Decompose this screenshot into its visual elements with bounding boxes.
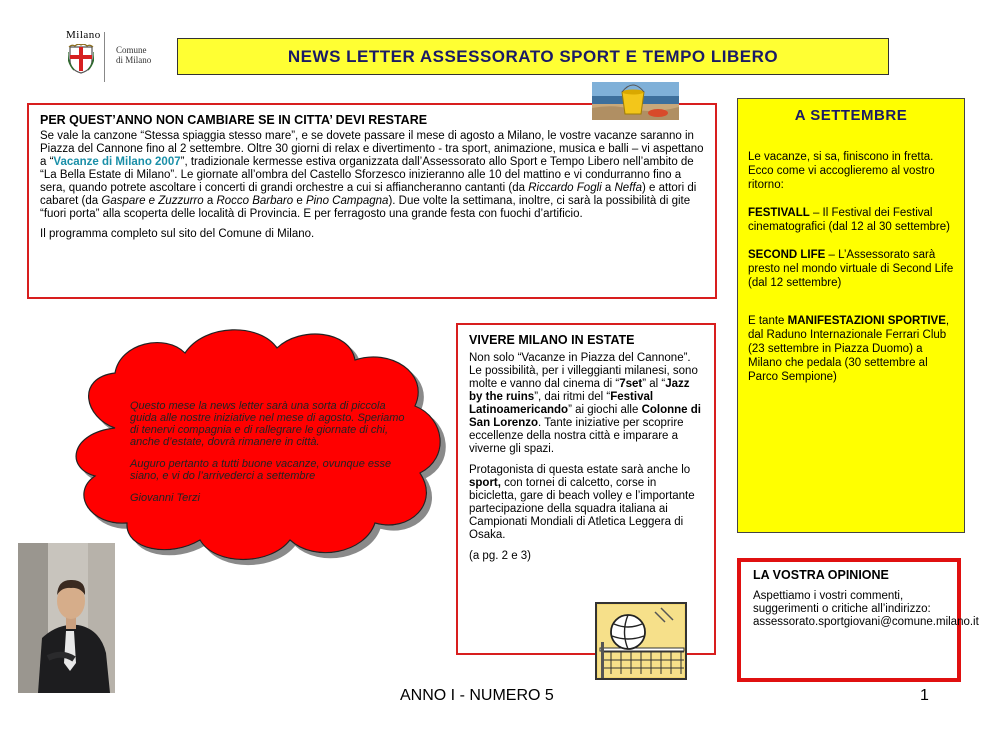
settembre-festivall: FESTIVALL – Il Festival dei Festival cinematografici (dal 12 al 30 settembre) — [748, 207, 950, 233]
editorial-message — [130, 400, 410, 514]
main-article-title: PER QUEST’ANNO NON CAMBIARE SE IN CITTA’ DEVI RESTARE — [40, 113, 428, 127]
milan-coat-of-arms-icon — [68, 44, 94, 74]
vivere-title: VIVERE MILANO IN ESTATE — [469, 333, 635, 347]
vivere-page-ref: (a pg. 2 e 3) — [469, 550, 532, 562]
opinione-box — [737, 558, 979, 682]
main-article-box — [27, 103, 717, 299]
logo-comune-line2: di Milano — [116, 55, 152, 65]
page-number: 1 — [920, 687, 929, 704]
opinione-title: LA VOSTRA OPINIONE — [753, 568, 889, 582]
settembre-manifestazioni: E tante MANIFESTAZIONI SPORTIVE, dal Raduno Internazionale Ferrari Club (23 settembre in Piazza Duomo) a Milano che pedala (30 settembre al Parco Sempione) — [748, 315, 950, 383]
assessore-portrait-photo — [18, 543, 115, 693]
editorial-signature: Giovanni Terzi — [130, 492, 200, 504]
newsletter-header-banner — [177, 38, 889, 75]
issue-number: ANNO I - NUMERO 5 — [400, 687, 554, 704]
newsletter-title: NEWS LETTER ASSESSORATO SPORT E TEMPO LIBERO — [287, 46, 779, 66]
vacanze-highlight: Vacanze di Milano 2007 — [53, 156, 181, 168]
beach-bucket-icon — [592, 82, 679, 120]
vivere-paragraph-1: Non solo “Vacanze in Piazza del Cannone”. Le possibilità, per i villeggianti milanesi, sono molte e vanno dal cinema di “7set” al “Jazz by the ruins”, dai ritmi del “Festival Latinoamericando” ai giochi alle Colonne di San Lorenzo. Tante iniziative per scoprire eccellenze della nostra città e imparare a viverne gli spazi. — [469, 352, 701, 455]
comune-di-milano-logo — [58, 26, 168, 84]
settembre-title: A SETTEMBRE — [794, 107, 908, 124]
logo-comune-line1: Comune — [116, 45, 147, 55]
logo-comune-text — [116, 45, 151, 65]
main-article-body: Se vale la canzone “Stessa spiaggia stesso mare”, e se dovete passare il mese di agosto a Milano, le vostre vacanze saranno in Piazza del Cannone fino al 2 settembre. Oltre 30 giorni di relax e divertimento - tra sport, animazione, musica e balli – vi aspettano a “Vacanze di Milano 2007”, tradizionale kermesse estiva organizzata dall’Assessorato allo Sport e Tempo Libero nell’ambito de “La Bella Estate di Milano”. Le giornate all’ombra del Castello Sforzesco inizieranno alle 10 del mattino e vi condurranno fino a sera, quando potrete ascoltare i concerti di grandi orchestre a cui si affiancheranno cantanti (da Riccardo Fogli a Neffa) e attori di cabaret (da Gaspare e Zuzzurro a Rocco Barbaro e Pino Campagna). Due volte la settimana, inoltre, ci sarà la possibilità di gite “fuori porta” alla scoperta delle località di Provincia. E per ferragosto una grande festa con fuochi d’artificio. — [40, 130, 704, 220]
settembre-second-life: SECOND LIFE – L’Assessorato sarà presto nel mondo virtuale di Second Life (dal 12 settembre) — [748, 249, 954, 289]
settembre-intro: Le vacanze, si sa, finiscono in fretta. Ecco come vi accoglieremo al vostro ritorno: — [748, 151, 935, 191]
vivere-paragraph-2: Protagonista di questa estate sarà anche lo sport, con tornei di calcetto, corse in bicicletta, gare di beach volley e l’importante partecipazione della squadra italiana ai Campionati Mondiali di Atletica Leggera di Osaka. — [469, 464, 695, 541]
volleyball-net-icon — [595, 602, 687, 680]
settembre-box — [737, 98, 965, 533]
editorial-paragraph-1: Questo mese la news letter sarà una sorta di piccola guida alle nostre iniziative nel mese di agosto. Speriamo di tenervi compagnia e di rallegrare le giornate di chi, anche d’estate, dovrà rimanere in città. — [130, 400, 405, 448]
logo-divider — [104, 32, 105, 82]
editorial-paragraph-2: Auguro pertanto a tutti buone vacanze, ovunque esse siano, e vi do l’arrivederci a settembre — [130, 458, 392, 482]
main-article-program-note: Il programma completo sul sito del Comune di Milano. — [40, 228, 315, 240]
opinione-text: Aspettiamo i vostri commenti, suggerimenti o critiche all’indirizzo: assessorato.sportgiovani@comune.milano.it — [753, 590, 979, 628]
logo-city-name: Milano — [66, 29, 101, 41]
